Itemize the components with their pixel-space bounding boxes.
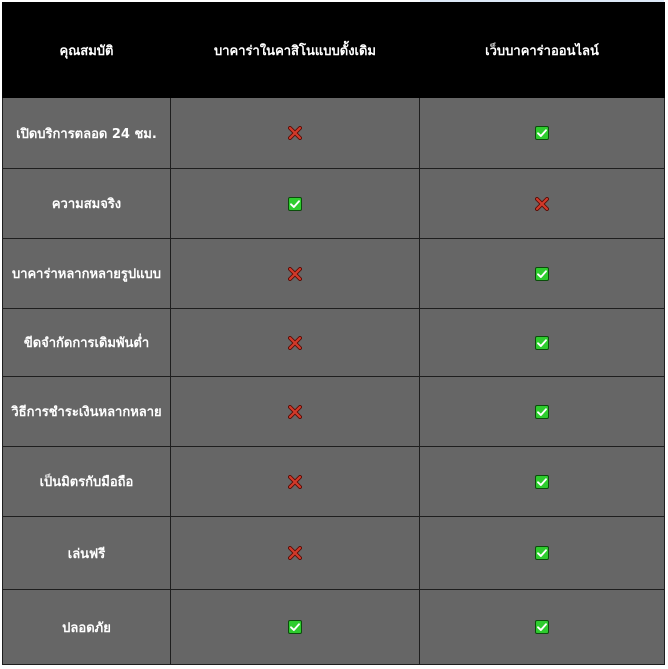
table-row — [3, 239, 665, 309]
feature-label: เปิดบริการตลอด 24 ชม. — [3, 98, 171, 169]
traditional-cell — [171, 169, 420, 239]
feature-label: เป็นมิตรกับมือถือ — [3, 447, 171, 517]
online-cell — [420, 98, 665, 169]
traditional-mark — [288, 475, 302, 489]
traditional-mark — [288, 546, 302, 560]
header-online: เว็บบาคาร่าออนไลน์ — [420, 3, 665, 98]
header-feature: คุณสมบัติ — [3, 3, 171, 98]
table-header-row — [3, 3, 665, 98]
online-cell — [420, 377, 665, 447]
table-row — [3, 309, 665, 377]
online-mark — [535, 197, 549, 211]
check-icon — [535, 475, 549, 489]
online-mark — [535, 405, 549, 419]
online-mark — [535, 546, 549, 560]
traditional-cell — [171, 377, 420, 447]
table-row — [3, 517, 665, 590]
check-icon — [535, 546, 549, 560]
traditional-cell — [171, 98, 420, 169]
traditional-cell — [171, 590, 420, 665]
cross-icon — [288, 405, 302, 419]
cross-icon — [535, 197, 549, 211]
cross-icon — [288, 126, 302, 140]
online-mark — [535, 475, 549, 489]
traditional-mark — [288, 126, 302, 140]
cross-icon — [288, 267, 302, 281]
check-icon — [288, 620, 302, 634]
online-mark — [535, 267, 549, 281]
cross-icon — [288, 475, 302, 489]
check-icon — [535, 126, 549, 140]
comparison-table — [2, 2, 665, 665]
online-cell — [420, 447, 665, 517]
check-icon — [535, 405, 549, 419]
online-cell — [420, 169, 665, 239]
online-mark — [535, 620, 549, 634]
traditional-mark — [288, 336, 302, 350]
table-row — [3, 98, 665, 169]
online-cell — [420, 590, 665, 665]
traditional-cell — [171, 517, 420, 590]
traditional-mark — [288, 197, 302, 211]
check-icon — [288, 197, 302, 211]
header-traditional: บาคาร่าในคาสิโนแบบดั้งเดิม — [171, 3, 420, 98]
feature-label: วิธีการชำระเงินหลากหลาย — [3, 377, 171, 447]
check-icon — [535, 620, 549, 634]
traditional-cell — [171, 309, 420, 377]
traditional-mark — [288, 405, 302, 419]
online-mark — [535, 126, 549, 140]
online-cell — [420, 309, 665, 377]
traditional-mark — [288, 267, 302, 281]
feature-label: เล่นฟรี — [3, 517, 171, 590]
online-mark — [535, 336, 549, 350]
feature-label: ปลอดภัย — [3, 590, 171, 665]
cross-icon — [288, 546, 302, 560]
table-row — [3, 169, 665, 239]
check-icon — [535, 267, 549, 281]
table-row — [3, 590, 665, 665]
check-icon — [535, 336, 549, 350]
traditional-cell — [171, 447, 420, 517]
traditional-cell — [171, 239, 420, 309]
table-row — [3, 377, 665, 447]
traditional-mark — [288, 620, 302, 634]
cross-icon — [288, 336, 302, 350]
online-cell — [420, 517, 665, 590]
feature-label: ความสมจริง — [3, 169, 171, 239]
feature-label: ขีดจำกัดการเดิมพันต่ำ — [3, 309, 171, 377]
table-row — [3, 447, 665, 517]
online-cell — [420, 239, 665, 309]
feature-label: บาคาร่าหลากหลายรูปแบบ — [3, 239, 171, 309]
